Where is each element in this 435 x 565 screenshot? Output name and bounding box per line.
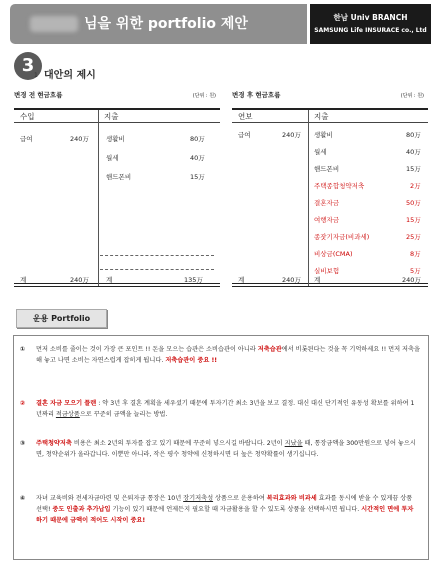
cashflow-before [14,90,220,284]
header-title-bar [10,4,307,44]
item-text [36,398,420,420]
dashed-divider [100,255,214,256]
text-run: 기능이 있기 때문에 언제든지 필요할 때 자금활용을 할 수 있도록 상품을 선택하시면 됩니다. [110,506,362,513]
expense-header: 지출 [104,112,119,121]
expense-value: 40万 [406,148,421,156]
item-text [36,344,420,366]
text-emphasis: 중도 인출과 추가납입 [52,506,111,513]
expense-label: 월세 [106,154,119,162]
cashflow-after-title-text: 변경 후 현금흐름 [232,91,281,99]
income-header: 연보 [238,112,253,121]
operation-portfolio-button[interactable]: 운용 Portfolio [16,309,107,328]
section-heading [14,52,214,88]
text-run: 때, 통장금액을 300만원으로 넣어 놓으시면, 청약순위가 올라갑니다. 이뿐만 아니라, 작은 평수 청약에 신청하시면 더 높은 청약확률이 생기십니다. [36,440,416,458]
dashed-divider [100,269,214,270]
cashflow-after-table [232,108,428,284]
item-number: ③ [20,440,26,447]
expense-label: 주택종합청약저축 [314,182,365,190]
text-emphasis: 저축습관이 중요 !! [165,357,218,364]
blurred-customer-name [30,16,78,32]
expense-value: 5万 [410,267,421,275]
expense-label: 여행자금 [314,216,340,224]
expense-value: 15万 [190,173,205,181]
text-run: 효과를 동시에 받을 수 있게끔 상품 선택! [36,495,413,513]
text-emphasis: 저축습관 [257,346,282,353]
total-expense-label: 계 [106,276,113,284]
cashflow-before-unit: (단위 : 원) [192,93,216,99]
portfolio-item-1 [20,344,420,366]
expense-label: 결혼자금 [314,199,340,207]
cashflow-after-total-row [232,272,428,287]
income-label: 급여 [20,135,33,143]
expense-label: 비상금(CMA) [314,250,353,258]
item-text [36,493,420,526]
item-number: ① [20,346,26,353]
brand-branch: 한남 Univ BRANCH [333,13,408,22]
cashflow-before-title [14,90,220,102]
operation-portfolio-box [13,335,429,560]
cashflow-before-total-row [14,272,220,287]
expense-value: 15万 [406,216,421,224]
total-income-label: 계 [238,276,245,284]
column-divider [98,272,99,286]
expense-value: 25万 [406,233,421,241]
text-run: 비용은 최소 2년의 투자를 잡고 있기 때문에 꾸준히 넣으시길 바랍니다. 2년이 [71,440,285,447]
income-label: 급여 [238,131,251,139]
expense-label: 생활비 [314,131,333,139]
header-banner [10,4,431,44]
expense-label: 실비보험 [314,267,340,275]
total-expense-label: 계 [314,276,321,284]
total-expense-value: 240万 [402,276,421,284]
expense-label: 종잣기자금(비과세) [314,233,370,241]
expense-value: 80万 [190,135,205,143]
expense-label: 핸드폰비 [106,173,132,181]
text-run: 자녀 교육비와 전세자금마련 및 은퇴자금 통장은 10년 [36,495,184,502]
text-run: 상품으로 운용하여 [213,495,267,502]
text-run: 먼저 소비를 줄이는 것이 가장 큰 포인트 !! 돈을 모으는 습관은 소비습관이 아니라 [36,346,258,353]
expense-header: 지출 [314,112,329,121]
expense-value: 8万 [410,250,421,258]
expense-value: 2万 [410,182,421,190]
text-emphasis: 주택청약저축 [36,440,72,447]
income-value: 240万 [70,135,89,143]
income-header: 수입 [20,112,35,121]
section-title: 대안의 제시 [44,70,96,81]
text-emphasis: 결혼 자금 모으기 플랜 [36,400,97,407]
income-value: 240万 [282,131,301,139]
cashflow-before-title-text: 변경 전 현금흐름 [14,91,63,99]
cashflow-before-header-row [14,110,220,123]
brand-company: SAMSUNG Life INSURACE co., Ltd [314,27,427,34]
portfolio-item-3 [20,438,420,460]
expense-value: 40万 [190,154,205,162]
item-number: ④ [20,495,26,502]
expense-label: 생활비 [106,135,125,143]
text-emphasis: 시간적인 면에 투자 하기 때문에 금액이 적어도 시작이 중요! [36,506,414,524]
expense-label: 핸드폰비 [314,165,340,173]
expense-value: 80万 [406,131,421,139]
column-divider [308,272,309,286]
portfolio-item-4 [20,493,420,526]
text-run: 에서 비롯된다는 것을 꼭 기억하세요 !! 먼저 저축을 해 놓고 나면 소비는 자연스럽게 잡히게 됩니다. [36,346,420,364]
text-emphasis: 복리효과와 비과세 [266,495,317,502]
cashflow-after [232,90,428,284]
section-sub-number: 1 [34,72,38,79]
total-income-value: 240万 [282,276,301,284]
expense-value: 50万 [406,199,421,207]
expense-value: 15万 [406,165,421,173]
column-divider [98,110,99,283]
item-text [36,438,420,460]
brand-box [310,4,431,44]
section-number-badge: 3 [14,52,42,80]
text-run: 으로 꾸준히 금액을 늘리는 방법. [79,411,168,418]
text-underline: 적금상품 [55,411,80,418]
total-income-label: 계 [20,276,27,284]
cashflow-after-header-row [232,110,428,123]
total-income-value: 240万 [70,276,89,284]
item-number: ② [20,400,26,407]
total-expense-value: 135万 [184,276,203,284]
expense-label: 월세 [314,148,327,156]
portfolio-item-2 [20,398,420,420]
text-underline: 장기저축성 [183,495,214,502]
header-title: 님을 위한 portfolio 제안 [84,16,248,32]
cashflow-before-table [14,108,220,284]
text-underline: 지났을 [284,440,303,447]
cashflow-after-unit: (단위 : 원) [400,93,424,99]
cashflow-after-title [232,90,428,102]
column-divider [308,110,309,283]
text-run: : 약 3년 후 결혼 계획을 세우셨기 때문에 투자기간 최소 3년을 보고 결정. 대신 대신 단기적인 유동성 확보를 위하여 1년짜리 [36,400,415,418]
